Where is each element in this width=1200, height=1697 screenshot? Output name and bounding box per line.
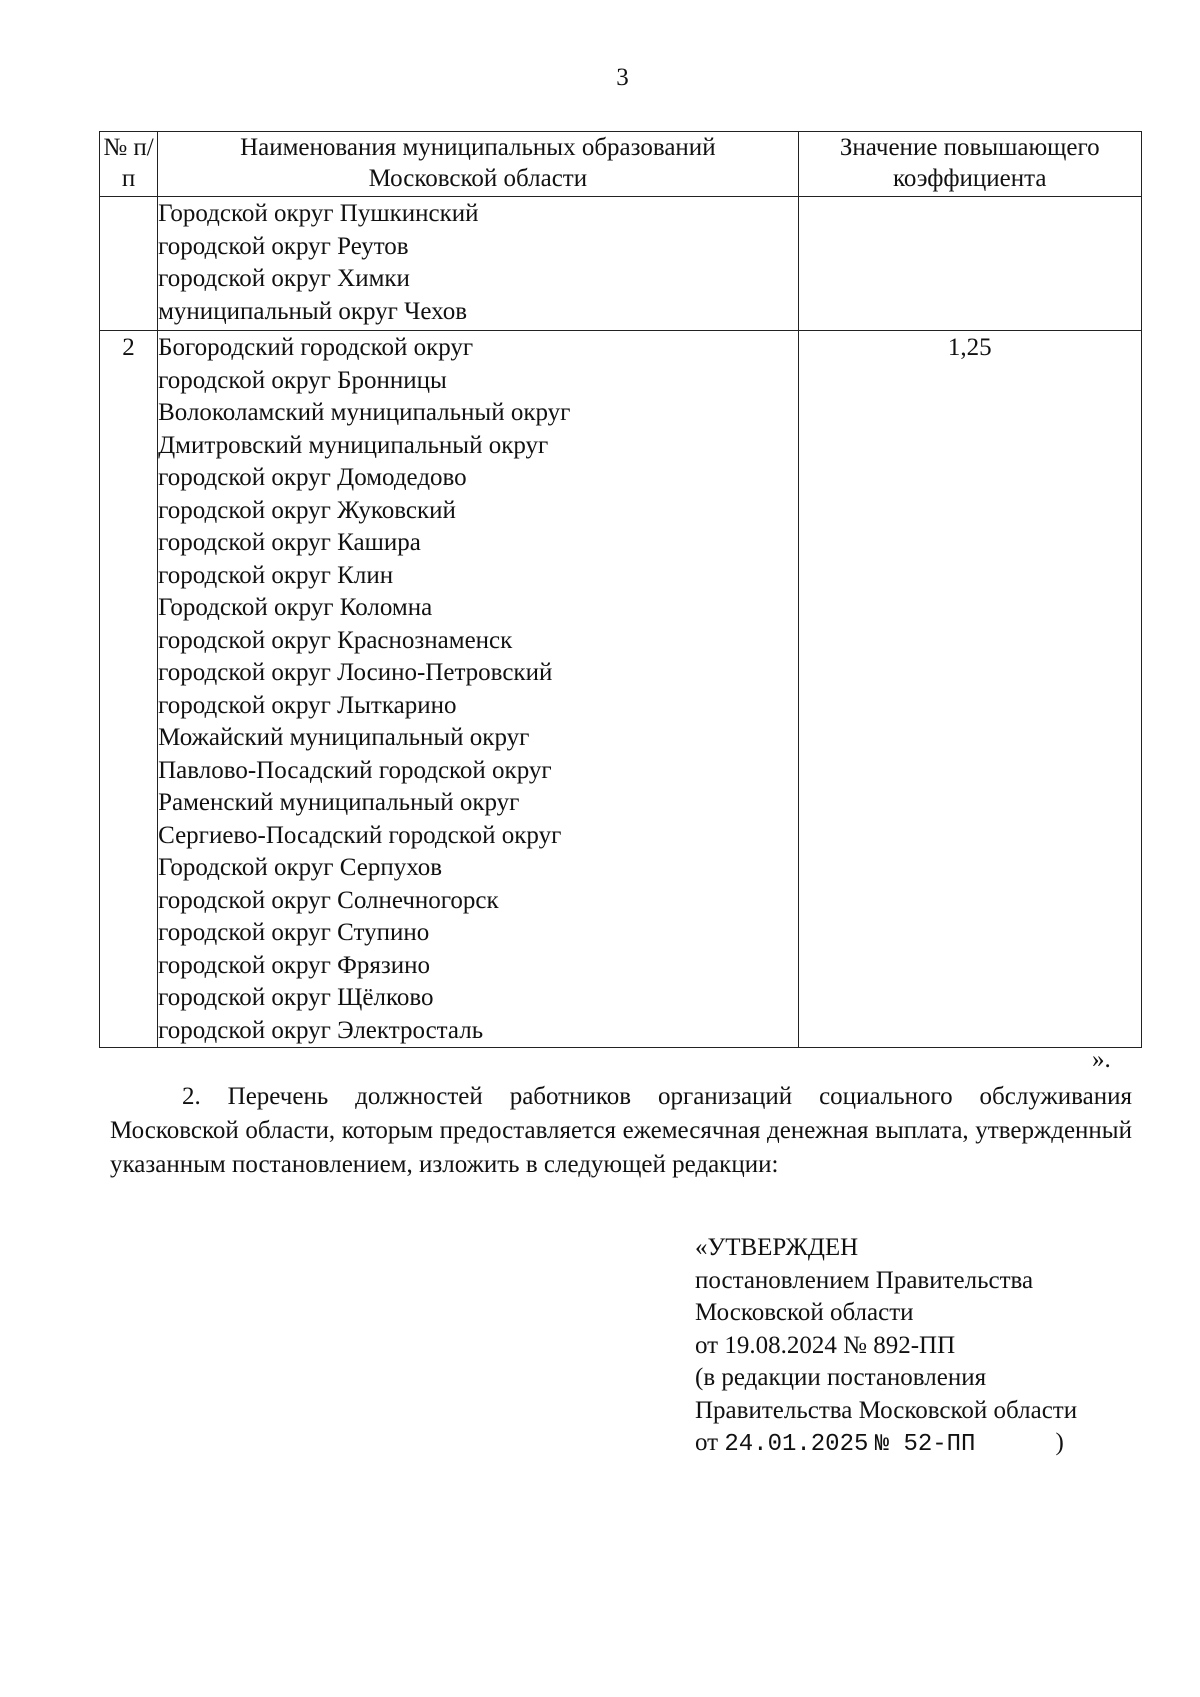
municipality-name: городской округ Реутов xyxy=(158,232,409,260)
municipality-name: городской округ Химки xyxy=(158,265,410,292)
municipality-name: городской округ Краснознаменск xyxy=(158,626,513,654)
row-num: 2 xyxy=(100,331,158,1048)
approval-date-line xyxy=(695,1427,1077,1462)
paragraph-text: 2. Перечень должностей работников организаций социального обслуживания Московской области, которым предоставляется ежемесячная денежная выплата, утвержденный указанным постановлением, изложить в следующей редакции: xyxy=(110,1083,1132,1178)
approval-closing-paren: ) xyxy=(1055,1429,1064,1456)
municipality-name: Раменский муниципальный округ xyxy=(158,789,520,816)
municipality-name: Богородский городской округ xyxy=(158,334,474,361)
municipality-name: городской округ Щёлково xyxy=(158,984,434,1011)
table-row xyxy=(100,331,1142,1048)
coefficient-table xyxy=(99,131,1142,1048)
header-num: № п/п xyxy=(100,132,158,197)
municipality-name: городской округ Лыткарино xyxy=(158,691,457,719)
municipality-name: городской округ Жуковский xyxy=(158,496,456,524)
municipality-name: городской округ Лосино-Петровский xyxy=(158,659,553,686)
municipality-name: Дмитровский муниципальный округ xyxy=(158,431,549,459)
row-value: 1,25 xyxy=(798,331,1141,1048)
approval-line: Правительства Московской области xyxy=(695,1396,1078,1424)
municipality-name: городской округ Домодедово xyxy=(158,464,467,491)
municipality-name: городской округ Кашира xyxy=(158,529,421,556)
municipality-name: Волоколамский муниципальный округ xyxy=(158,399,571,426)
body-paragraph xyxy=(110,1080,1132,1182)
municipality-name: Городской округ Коломна xyxy=(158,594,433,621)
approval-line: Московской области xyxy=(695,1299,914,1326)
municipality-name: городской округ Фрязино xyxy=(158,951,431,979)
municipality-name: городской округ Клин xyxy=(158,561,394,589)
municipality-name: городской округ Ступино xyxy=(158,919,430,946)
municipality-name: Можайский муниципальный округ xyxy=(158,724,530,751)
municipality-name: муниципальный округ Чехов xyxy=(158,297,468,325)
approval-line: постановлением Правительства xyxy=(695,1266,1034,1294)
approval-date-prefix: от xyxy=(695,1429,719,1456)
row-value xyxy=(798,197,1141,331)
municipality-name: городской округ Солнечногорск xyxy=(158,886,499,914)
municipality-name: Павлово-Посадский городской округ xyxy=(158,756,552,784)
row-names xyxy=(158,197,798,331)
municipality-name: Сергиево-Посадский городской округ xyxy=(158,821,562,849)
municipality-name: городской округ Электросталь xyxy=(158,1016,484,1044)
municipality-name: Городской округ Пушкинский xyxy=(158,200,479,227)
row-num xyxy=(100,197,158,331)
page-number: 3 xyxy=(616,64,629,91)
approval-date: 24.01.2025 xyxy=(724,1431,869,1458)
closing-quote: ». xyxy=(1092,1046,1111,1073)
table-row xyxy=(100,197,1142,331)
approval-line: от 19.08.2024 № 892-ПП xyxy=(695,1331,956,1359)
header-value: Значение повышающего коэффициента xyxy=(798,132,1141,197)
table-header-row xyxy=(100,132,1142,197)
approval-title: «УТВЕРЖДЕН xyxy=(695,1234,859,1261)
row-names xyxy=(158,331,798,1048)
header-name: Наименования муниципальных образований Московской области xyxy=(158,132,798,197)
municipality-name: городской округ Бронницы xyxy=(158,366,447,394)
approval-block xyxy=(695,1232,1077,1462)
approval-line: (в редакции постановления xyxy=(695,1364,987,1391)
approval-number: № 52-ПП xyxy=(874,1431,976,1458)
municipality-name: Городской округ Серпухов xyxy=(158,854,443,881)
